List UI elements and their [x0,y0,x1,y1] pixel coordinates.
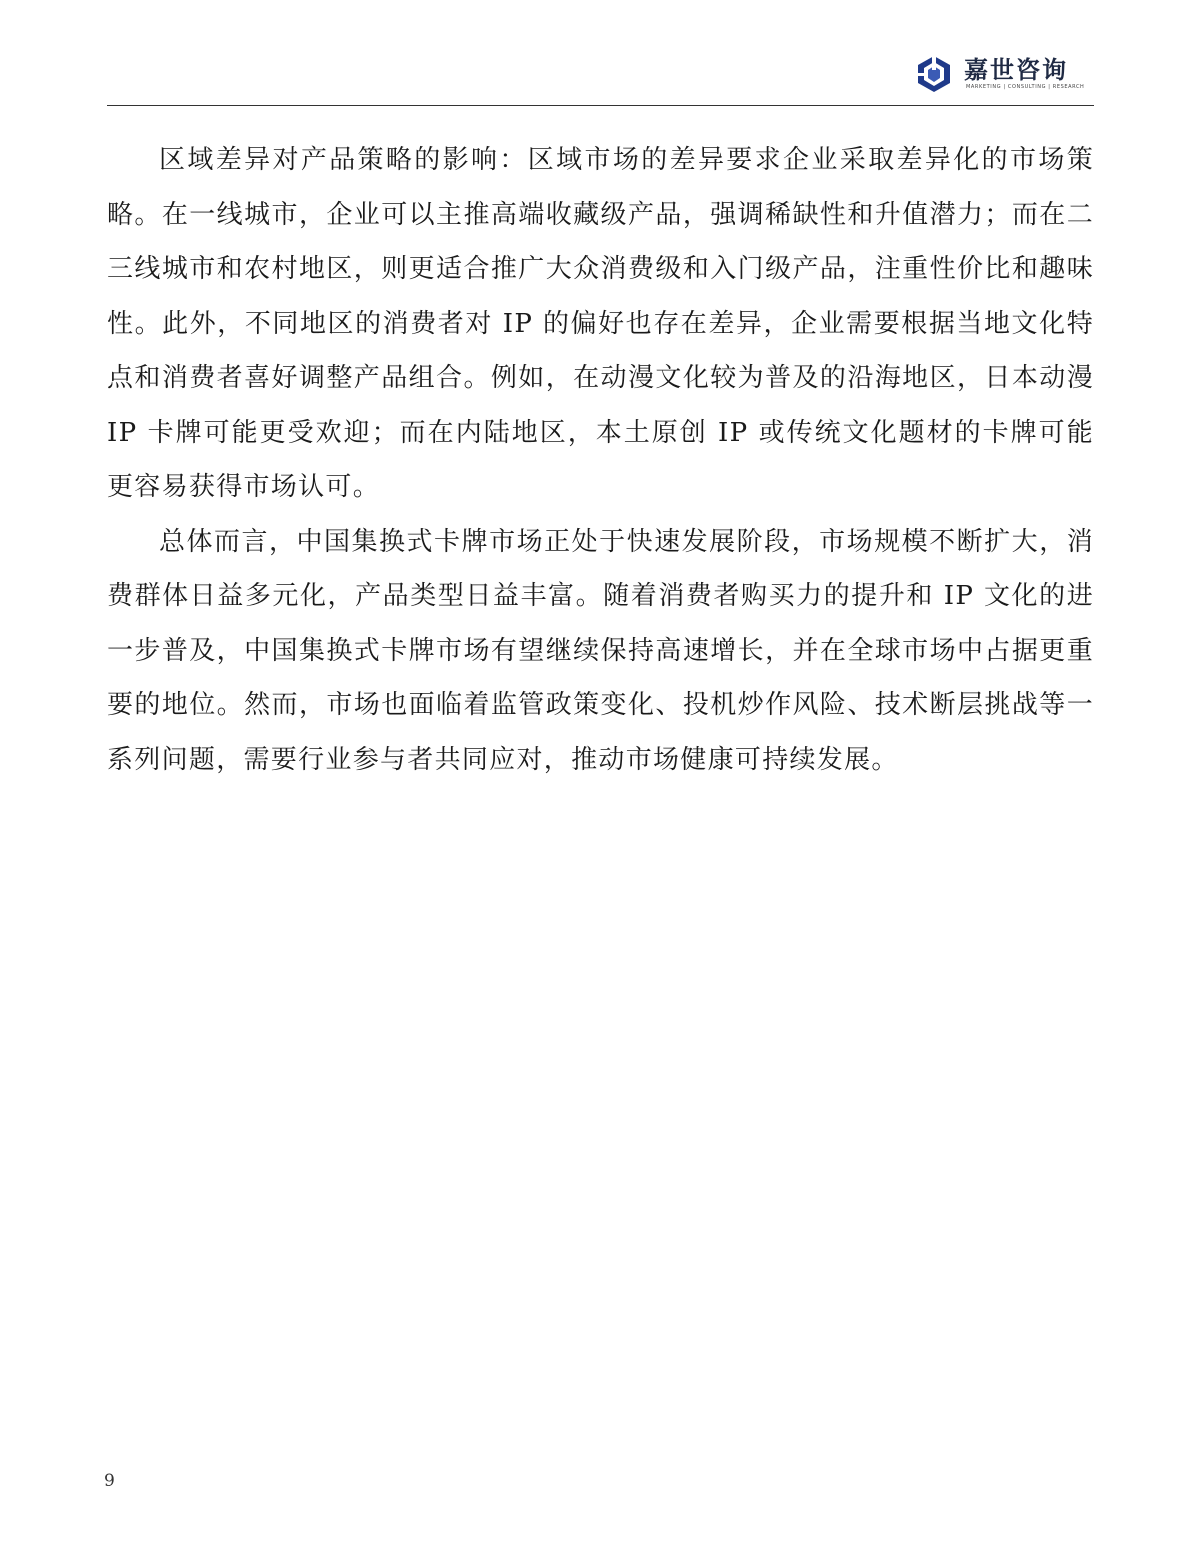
paragraph-regional-strategy: 区域差异对产品策略的影响：区域市场的差异要求企业采取差异化的市场策略。在一线城市，企业可以主推高端收藏级产品，强调稀缺性和升值潜力；而在二三线城市和农村地区，则更适合推广大众消费级和入门级产品，注重性价比和趣味性。此外，不同地区的消费者对 IP 的偏好也存在差异，企业需要根据当地文化特点和消费者喜好调整产品组合。例如，在动漫文化较为普及的沿海地区，日本动漫 IP 卡牌可能更受欢迎；而在内陆地区，本土原创 IP 或传统文化题材的卡牌可能更容易获得市场认可。 [107,145,1094,502]
page-number: 9 [104,1471,115,1491]
document-body [107,133,1094,787]
brand-lockup [914,50,1094,98]
header-divider [107,105,1094,106]
paragraph-summary: 总体而言，中国集换式卡牌市场正处于快速发展阶段，市场规模不断扩大，消费群体日益多元化，产品类型日益丰富。随着消费者购买力的提升和 IP 文化的进一步普及，中国集换式卡牌市场有望继续保持高速增长，并在全球市场中占据更重要的地位。然而，市场也面临着监管政策变化、投机炒作风险、技术断层挑战等一系列问题，需要行业参与者共同应对，推动市场健康可持续发展。 [107,526,1094,775]
brand-name: 嘉世咨询 [964,56,1068,84]
page-header [107,40,1094,106]
jiashi-logo-icon [914,54,954,94]
brand-tagline: MARKETING | CONSULTING | RESEARCH [966,84,1085,90]
